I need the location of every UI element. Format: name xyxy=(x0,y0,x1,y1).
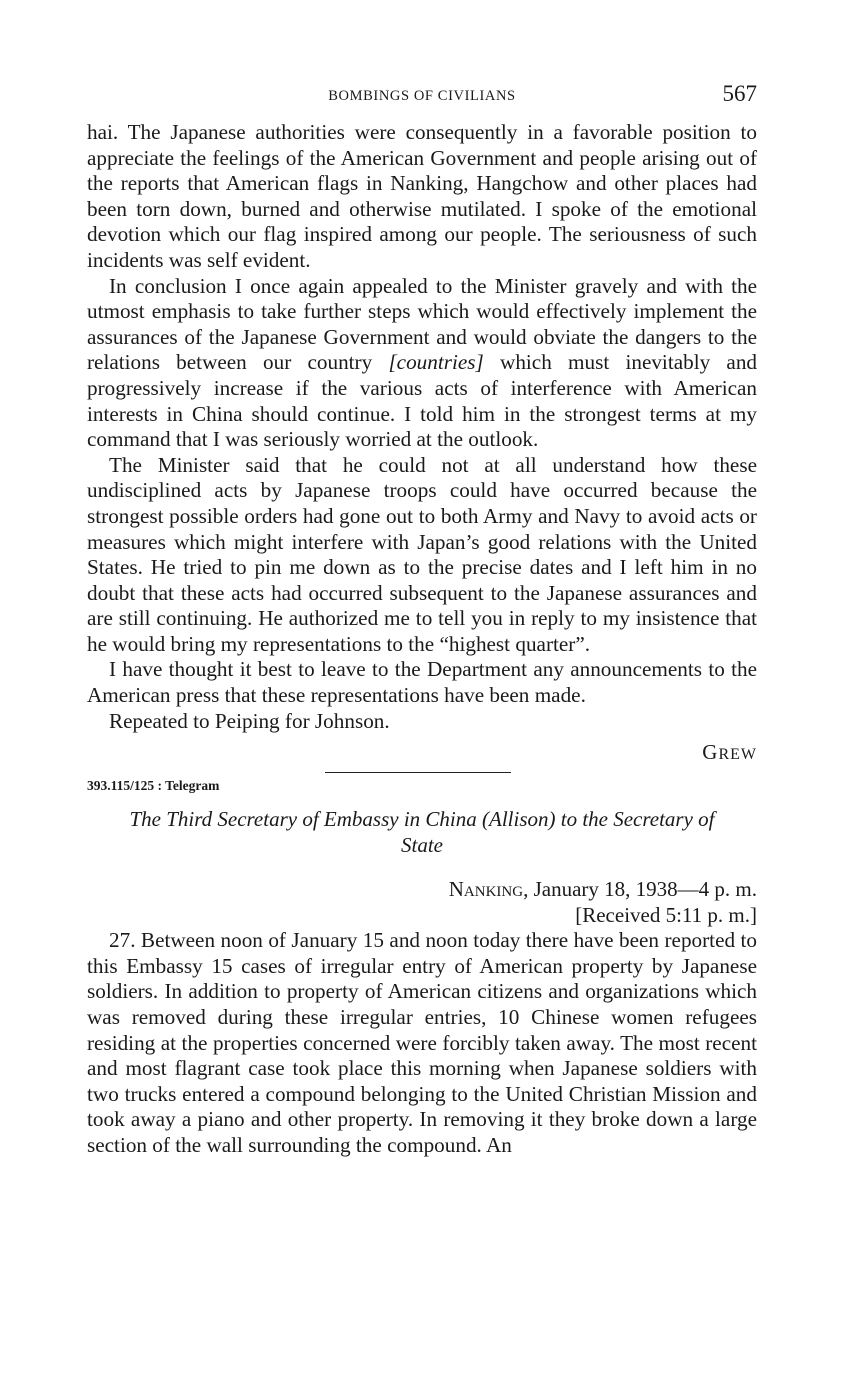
file-reference: 393.115/125 : Telegram xyxy=(87,778,220,794)
paragraph-continuation: hai. The Japanese authorities were consequently in a favorable position to appreciate the feelings of the American Government and people arising out of the reports that American flags in Nanking, Hangchow and other places had been torn down, burned and otherwise mutilated. I spoke of the emotional devotion which our flag inspired among our people. The seriousness of such incidents was self evident. xyxy=(87,120,757,272)
paragraph-conclusion-part2: which must inevitably and progressively increase if the various acts of interference with American interests in China should continue. I told him in the strongest terms at my command that I was seriously worried at the outlook. xyxy=(87,350,758,452)
telegram-body: 27. Between noon of January 15 and noon today there have been reported to this Embassy 15 cases of irregular entry of American property by Japanese soldiers. In addition to property of American citizens and organizations which was removed during these irregular entries, 10 Chinese women refugees residing at the properties concerned were forcibly taken away. The most recent and most flagrant case took place this morning when Japanese soldiers with two trucks entered a compound belonging to the United Christian Mission and took away a piano and other property. In removing it they broke down a large section of the wall surrounding the compound. An xyxy=(87,928,757,1157)
document-header xyxy=(87,772,757,798)
bracketed-correction: [countries] xyxy=(388,350,484,375)
paragraph-conclusion xyxy=(87,274,757,453)
dateline xyxy=(87,876,757,902)
received-line: [Received 5:11 p. m.] xyxy=(575,903,757,928)
paragraph-press: I have thought it best to leave to the Department any announcements to the American press that these representations have been made. xyxy=(87,657,757,708)
document-title: The Third Secretary of Embassy in China (Allison) to the Secretary of State xyxy=(129,807,715,858)
paragraph-repeated: Repeated to Peiping for Johnson. xyxy=(109,708,390,733)
section-rule xyxy=(325,772,511,773)
dateline-date: January 18, 1938—4 p. m. xyxy=(528,877,757,902)
signature: GREW xyxy=(702,740,757,765)
page-number: 567 xyxy=(722,81,757,106)
dateline-place: Nanking, xyxy=(448,877,529,902)
document-page xyxy=(87,80,757,1159)
paragraph-minister-reply: The Minister said that he could not at all understand how these undisciplined acts by Japanese troops could have occurred because the strongest possible orders had gone out to both Army and Navy to avoid acts or measures which might interfere with Japan’s good relations with the United States. He tried to pin me down as to the precise dates and I left him in no doubt that these acts had occurred subsequent to the Japanese assurances and are still continuing. He authorized me to tell you in reply to my insistence that he would bring my representations to the “highest quarter”. xyxy=(87,452,757,656)
running-head xyxy=(87,80,757,120)
running-title: BOMBINGS OF CIVILIANS xyxy=(328,88,516,104)
paragraph-conclusion-part1: In conclusion I once again appealed to the Minister gravely and with the utmost emphasis to take further steps which would effectively implement the assurances of the Japanese Government and would obviate the dangers to the relations between our country xyxy=(87,273,757,375)
